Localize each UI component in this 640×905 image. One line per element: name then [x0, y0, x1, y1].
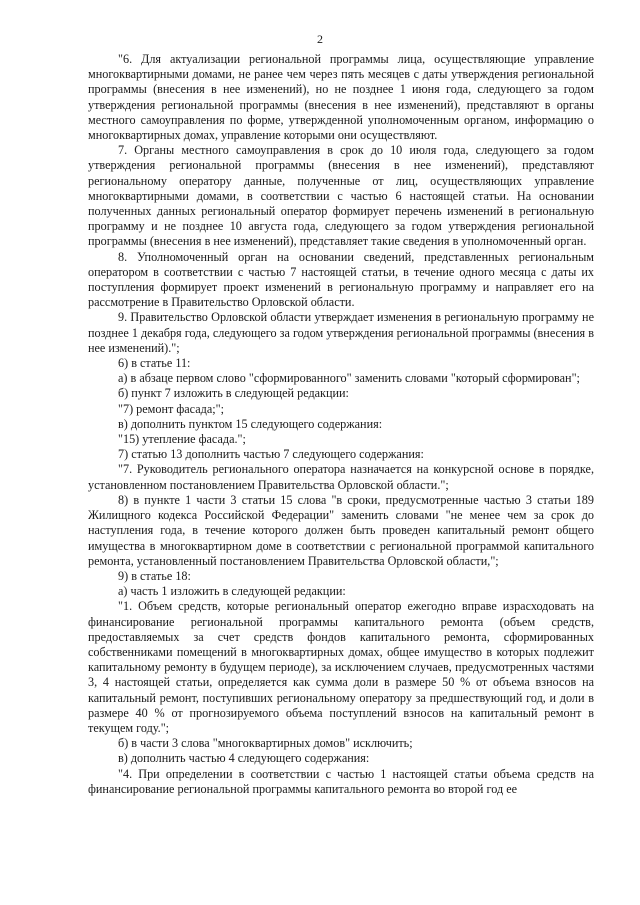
paragraph-part-8: 8. Уполномоченный орган на основании сведений, представленных региональным оператором в соответствии с частью 7 настоящей статьи, в течение одного месяца с даты их поступления формирует проект изменений в региональную программу и направляет его на рассмотрение в Правительство Орловской области.: [88, 249, 594, 310]
paragraph-point-15: "15) утепление фасада.";: [118, 432, 246, 447]
page-number: 2: [317, 32, 323, 46]
paragraph-item-9v: в) дополнить частью 4 следующего содержания:: [118, 751, 370, 766]
paragraph-article-18-part-1: "1. Объем средств, которые региональный оператор ежегодно вправе израсходовать на финансирование региональной программы капитального ремонта (объем средств, предоставляемых за счет средств фондов капитального ремонта, сформированных собственниками помещений в многоквартирных домах, общее имущество в которых подлежит капитальному ремонту в будущем периоде), за исключением случаев, предусмотренных частями 3, 4 настоящей статьи, определяется как сумма доли в размере 50 % от объема взносов на капитальный ремонт, поступивших региональному оператору за предшествующий год, и доли в размере 40 % от прогнозируемого объема поступлений взносов на капитальный ремонт в текущем году.";: [88, 599, 594, 735]
paragraph-item-6v: в) дополнить пунктом 15 следующего содержания:: [118, 416, 383, 431]
paragraph-article-13-part-7: "7. Руководитель регионального оператора назначается на конкурсной основе в порядке, установленном постановлением Правительства Орловской области.";: [88, 462, 594, 492]
paragraph-item-9b: б) в части 3 слова "многоквартирных домов" исключить;: [118, 736, 413, 751]
paragraph-part-9: 9. Правительство Орловской области утверждает изменения в региональную программу не позднее 1 декабря года, следующего за годом утверждения региональной программы (внесения в нее изменений).";: [88, 310, 594, 355]
document-body: [88, 52, 594, 797]
paragraph-point-7: "7) ремонт фасада;";: [118, 401, 225, 416]
paragraph-part-6: "6. Для актуализации региональной программы лица, осуществляющие управление многоквартирными домами, не ранее чем через пять месяцев с даты утверждения региональной программы (внесения в нее изменений), но не позднее 1 июня года, следующего за годом утверждения региональной программы (внесения в нее изменений), представляют в органы местного самоуправления по форме, утвержденной уполномоченным органом, информацию о многоквартирных домах, управление которыми они осуществляют.: [88, 52, 594, 143]
paragraph-item-9a: а) часть 1 изложить в следующей редакции:: [118, 584, 346, 599]
paragraph-item-7: 7) статью 13 дополнить частью 7 следующего содержания:: [118, 447, 424, 462]
paragraph-part-7: 7. Органы местного самоуправления в срок до 10 июля года, следующего за годом утверждения региональной программы (внесения в нее изменений), представляют региональному оператору данные, полученные от лиц, осуществляющих управление многоквартирными домами, в соответствии с частью 6 настоящей статьи. На основании полученных данных региональный оператор формирует перечень изменений в региональную программу и не позднее 10 августа года, следующего за годом утверждения региональной программы (внесения в нее изменений), представляет такие сведения в уполномоченный орган.: [88, 143, 594, 249]
paragraph-item-8: 8) в пункте 1 части 3 статьи 15 слова "в сроки, предусмотренные частью 3 статьи 189 Жилищного кодекса Российской Федерации" заменить словами "не менее чем за срок до наступления года, в течение которого должен быть проведен капитальный ремонт общего имущества в многоквартирном доме в соответствии с региональной программой капитального ремонта, установленный постановлением Правительства Орловской области,";: [88, 492, 594, 568]
paragraph-item-9: 9) в статье 18:: [118, 568, 191, 583]
paragraph-item-6a: а) в абзаце первом слово "сформированного" заменить словами "который сформирован";: [118, 371, 580, 386]
paragraph-item-6b: б) пункт 7 изложить в следующей редакции:: [118, 386, 349, 401]
paragraph-article-18-part-4: "4. При определении в соответствии с частью 1 настоящей статьи объема средств на финансирование региональной программы капитального ремонта во второй год ее: [88, 766, 594, 796]
paragraph-item-6: 6) в статье 11:: [118, 356, 191, 371]
